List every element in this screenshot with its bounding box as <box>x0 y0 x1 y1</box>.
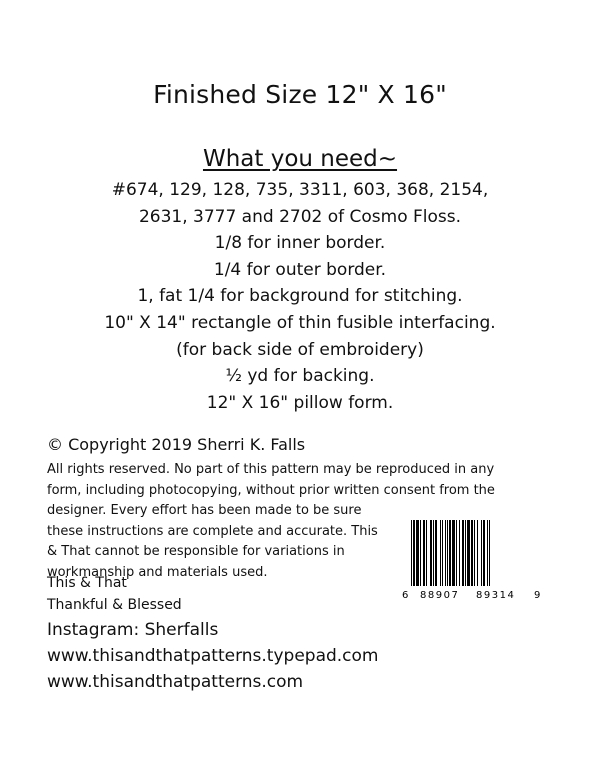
barcode-bar <box>477 520 478 586</box>
barcode-bar <box>489 520 490 586</box>
supply-line: 1/4 for outer border. <box>213 259 387 280</box>
barcode-bar <box>467 520 470 586</box>
barcode-bar <box>413 520 415 586</box>
barcode-bar <box>474 520 475 586</box>
rights-line: these instructions are complete and accurate. This <box>47 523 378 539</box>
supply-line: ½ yd for backing. <box>225 366 375 387</box>
barcode-bar <box>449 520 451 586</box>
barcode-bar <box>447 520 448 586</box>
company-name: This & That <box>47 575 127 591</box>
supply-line: #674, 129, 128, 735, 3311, 603, 368, 2154, <box>111 180 489 200</box>
barcode-bar <box>459 520 460 586</box>
barcode-group-1: 88907 <box>420 590 460 601</box>
supply-line: 1/8 for inner border. <box>214 233 386 254</box>
supply-line: 10" X 14" rectangle of thin fusible interfacing. <box>104 312 496 333</box>
barcode-bar <box>423 520 425 586</box>
barcode <box>400 518 544 602</box>
barcode-bar <box>456 520 457 586</box>
barcode-bar <box>465 520 466 586</box>
supply-line: 12" X 16" pillow form. <box>206 392 394 413</box>
website-link-main[interactable]: www.thisandthatpatterns.com <box>47 672 304 692</box>
copyright-line: © Copyright 2019 Sherri K. Falls <box>47 435 306 454</box>
barcode-bar <box>440 520 441 586</box>
rights-line: form, including photocopying, without prior written consent from the <box>47 482 495 498</box>
rights-line: workmanship and materials used. <box>47 564 268 580</box>
barcode-bar <box>442 520 443 586</box>
supply-line: 1, fat 1/4 for background for stitching. <box>137 286 463 307</box>
barcode-bar <box>416 520 419 586</box>
barcode-bar <box>435 520 437 586</box>
rights-line: All rights reserved. No part of this pattern may be reproduced in any <box>47 462 495 477</box>
supply-line: 2631, 3777 and 2702 of Cosmo Floss. <box>138 206 462 227</box>
finished-size-title: Finished Size 12" X 16" <box>153 80 447 109</box>
barcode-bar <box>411 520 412 586</box>
barcode-bar <box>471 520 473 586</box>
barcode-first-digit: 6 <box>402 590 409 601</box>
barcode-bar <box>481 520 482 586</box>
barcode-graphic <box>400 518 544 602</box>
instagram-handle: Instagram: Sherfalls <box>47 620 219 640</box>
barcode-bar <box>426 520 427 586</box>
barcode-check-digit: 9 <box>534 590 541 601</box>
rights-line: & That cannot be responsible for variations in <box>47 544 345 559</box>
website-link-typepad[interactable]: www.thisandthatpatterns.typepad.com <box>47 646 379 666</box>
barcode-bar <box>487 520 488 586</box>
what-you-need-heading: What you need~ <box>202 146 398 172</box>
barcode-bar <box>433 520 434 586</box>
barcode-bar <box>445 520 446 586</box>
rights-line: designer. Every effort has been made to be sure <box>47 503 362 518</box>
barcode-bar <box>452 520 455 586</box>
barcode-bar <box>430 520 432 586</box>
barcode-bar <box>420 520 421 586</box>
supply-line: (for back side of embroidery) <box>176 339 424 360</box>
supply-list <box>0 177 600 416</box>
barcode-group-2: 89314 <box>476 590 516 601</box>
pattern-name: Thankful & Blessed <box>47 597 182 613</box>
barcode-bar <box>462 520 464 586</box>
barcode-bar <box>483 520 485 586</box>
